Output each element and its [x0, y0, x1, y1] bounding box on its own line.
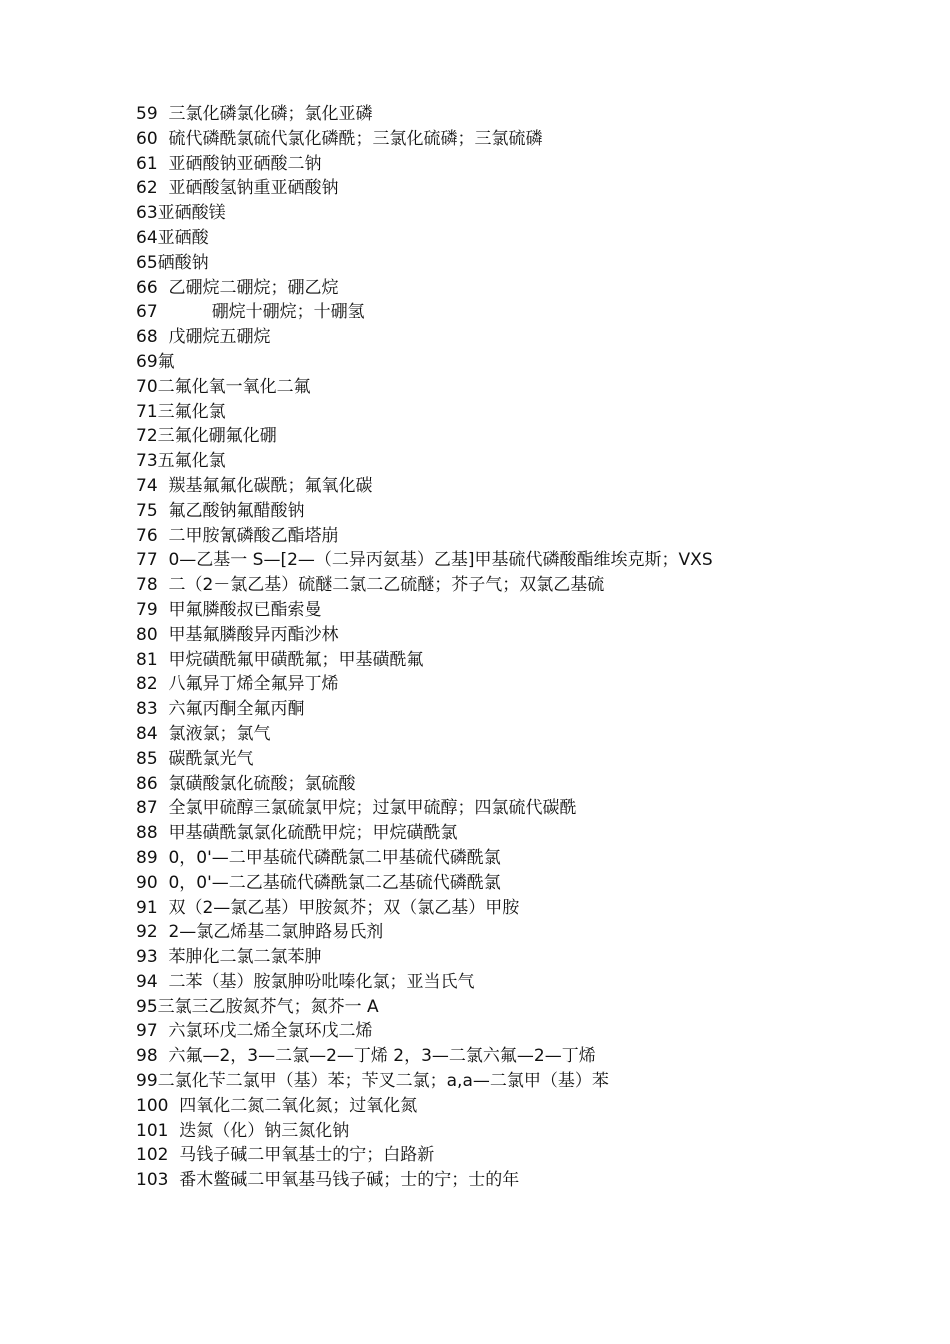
item-separator [158, 550, 169, 570]
item-number: 100 [136, 1095, 169, 1116]
list-item [136, 1069, 896, 1094]
item-text: 乙硼烷二硼烷；硼乙烷 [168, 277, 339, 298]
list-item [136, 821, 896, 846]
list-item [136, 995, 896, 1020]
list-item [136, 896, 896, 921]
item-text: 氯液氯；氯气 [168, 723, 271, 744]
list-item [136, 945, 896, 970]
item-number: 59 [136, 104, 158, 124]
item-text: 甲氟膦酸叔已酯索曼 [168, 599, 322, 620]
item-number: 73 [136, 451, 158, 472]
item-text: 甲基磺酰氯氯化硫酰甲烷；甲烷磺酰氯 [168, 823, 458, 844]
item-text: 羰基氟氟化碳酰；氟氧化碳 [168, 475, 373, 496]
list-item [136, 1019, 896, 1044]
item-separator [158, 922, 169, 942]
item-text: 全氯甲硫醇三氯硫氯甲烷；过氯甲硫醇；四氯硫代碳酰 [168, 798, 577, 819]
item-text: 迭氮（化）钠三氮化钠 [179, 1120, 350, 1141]
item-number: 97 [136, 1021, 158, 1042]
document-body [136, 102, 896, 1193]
item-text: 马钱子碱二甲氧基士的宁；白路新 [179, 1145, 435, 1166]
list-item [136, 1119, 896, 1144]
item-text: 硼烷十硼烷；十硼氢 [211, 302, 365, 323]
item-separator [158, 1021, 169, 1041]
item-text: 0，0'—二甲基硫代磷酰氯二甲基硫代磷酰氯 [168, 847, 501, 868]
item-text: 二氟化氧一氧化二氟 [157, 376, 311, 397]
item-number: 83 [136, 699, 158, 720]
item-number: 63 [136, 203, 158, 224]
list-item [136, 598, 896, 623]
item-separator [158, 302, 212, 322]
item-text: 四氧化二氮二氧化氮；过氧化氮 [179, 1095, 418, 1116]
item-text: 氯磺酸氯化硫酸；氯硫酸 [168, 773, 356, 794]
item-number: 70 [136, 376, 158, 397]
list-item [136, 1143, 896, 1168]
item-number: 61 [136, 153, 158, 174]
item-text: 亚硒酸钠亚硒酸二钠 [168, 153, 322, 174]
list-item [136, 871, 896, 896]
list-item [136, 176, 896, 201]
item-separator [158, 278, 169, 298]
list-item [136, 846, 896, 871]
list-item [136, 970, 896, 995]
list-item [136, 1168, 896, 1193]
item-text: 甲基氟膦酸异丙酯沙林 [168, 624, 339, 645]
item-separator [158, 848, 169, 868]
list-item [136, 1044, 896, 1069]
item-number: 93 [136, 947, 158, 968]
list-item [136, 747, 896, 772]
list-item [136, 251, 896, 276]
item-text: 二甲胺氰磷酸乙酯塔崩 [168, 525, 339, 546]
list-item [136, 102, 896, 127]
item-separator [158, 972, 169, 992]
item-separator [158, 650, 169, 670]
item-number: 99 [136, 1071, 158, 1092]
list-item [136, 623, 896, 648]
item-separator [158, 625, 169, 645]
item-number: 76 [136, 525, 158, 546]
item-number: 66 [136, 277, 158, 298]
item-separator [158, 600, 169, 620]
list-item [136, 672, 896, 697]
item-text: 硒酸钠 [157, 252, 209, 273]
item-number: 91 [136, 897, 158, 918]
list-item [136, 474, 896, 499]
item-separator [158, 526, 169, 546]
item-text: 六氯环戊二烯全氯环戊二烯 [168, 1021, 373, 1042]
item-number: 87 [136, 798, 158, 819]
list-item [136, 697, 896, 722]
list-item [136, 300, 896, 325]
list-item [136, 400, 896, 425]
item-number: 74 [136, 475, 158, 496]
item-number: 71 [136, 401, 158, 422]
list-item [136, 648, 896, 673]
item-text: 亚硒酸 [157, 227, 209, 248]
item-separator [158, 154, 169, 174]
item-number: 65 [136, 252, 158, 273]
list-item [136, 350, 896, 375]
item-number: 68 [136, 327, 158, 348]
item-separator [158, 129, 169, 149]
item-text: 二（2－氯乙基）硫醚二氯二乙硫醚；芥子气；双氯乙基硫 [168, 575, 605, 596]
item-separator [158, 327, 169, 347]
item-number: 77 [136, 550, 158, 571]
item-text: 亚硒酸镁 [157, 203, 226, 224]
list-item [136, 424, 896, 449]
list-item [136, 548, 896, 573]
item-text: 碳酰氯光气 [168, 748, 254, 769]
item-text: 六氟丙酮全氟丙酮 [168, 699, 305, 720]
item-number: 101 [136, 1120, 169, 1141]
item-separator [168, 1145, 179, 1165]
item-text: 三氟化氯 [157, 401, 226, 422]
item-separator [168, 1096, 179, 1116]
item-number: 64 [136, 227, 158, 248]
list-item [136, 201, 896, 226]
item-separator [158, 947, 169, 967]
item-separator [158, 501, 169, 521]
item-text: 亚硒酸氢钠重亚硒酸钠 [168, 178, 339, 199]
list-item [136, 772, 896, 797]
item-text: 氟乙酸钠氟醋酸钠 [168, 500, 305, 521]
item-number: 84 [136, 723, 158, 744]
item-number: 60 [136, 128, 158, 149]
item-number: 103 [136, 1170, 169, 1191]
list-item [136, 920, 896, 945]
item-number: 82 [136, 674, 158, 695]
list-item [136, 573, 896, 598]
item-number: 78 [136, 575, 158, 596]
item-text: 苯胂化二氯二氯苯胂 [168, 947, 322, 968]
list-item [136, 449, 896, 474]
item-text: 0—乙基一 S—[2—（二异丙氨基）乙基]甲基硫代磷酸酯维埃克斯；VXS [168, 550, 713, 571]
item-number: 102 [136, 1145, 169, 1166]
item-separator [158, 104, 169, 124]
item-text: 三氯三乙胺氮芥气；氮芥一 A [157, 996, 379, 1017]
item-text: 戊硼烷五硼烷 [168, 327, 271, 348]
list-item [136, 796, 896, 821]
item-text: 0，0'—二乙基硫代磷酰氯二乙基硫代磷酰氯 [168, 872, 501, 893]
item-number: 89 [136, 847, 158, 868]
item-text: 三氟化硼氟化硼 [157, 426, 277, 447]
list-item [136, 499, 896, 524]
item-number: 62 [136, 178, 158, 199]
item-number: 95 [136, 996, 158, 1017]
list-item [136, 127, 896, 152]
item-separator [158, 798, 169, 818]
item-text: 2—氯乙烯基二氯胂路易氏剂 [168, 922, 384, 943]
item-number: 79 [136, 599, 158, 620]
item-text: 五氟化氯 [157, 451, 226, 472]
item-separator [168, 1170, 179, 1190]
item-number: 69 [136, 351, 158, 372]
list-item [136, 226, 896, 251]
item-separator [158, 749, 169, 769]
item-separator [158, 873, 169, 893]
item-separator [158, 699, 169, 719]
item-text: 氟 [157, 351, 175, 372]
item-number: 72 [136, 426, 158, 447]
item-number: 85 [136, 748, 158, 769]
item-number: 81 [136, 649, 158, 670]
item-text: 二苯（基）胺氯胂吩吡嗪化氯；亚当氏气 [168, 971, 475, 992]
list-item [136, 276, 896, 301]
item-separator [158, 898, 169, 918]
item-number: 98 [136, 1046, 158, 1067]
item-separator [158, 774, 169, 794]
item-number: 86 [136, 773, 158, 794]
item-number: 90 [136, 872, 158, 893]
list-item [136, 375, 896, 400]
item-number: 67 [136, 302, 158, 323]
item-text: 双（2—氯乙基）甲胺氮芥；双（氯乙基）甲胺 [168, 897, 520, 918]
item-number: 92 [136, 922, 158, 943]
item-separator [168, 1121, 179, 1141]
item-text: 八氟异丁烯全氟异丁烯 [168, 674, 339, 695]
item-text: 六氟—2，3—二氯—2—丁烯 2，3—二氯六氟—2—丁烯 [168, 1046, 596, 1067]
item-text: 番木鳖碱二甲氧基马钱子碱；士的宁；士的年 [179, 1170, 520, 1191]
item-separator [158, 1046, 169, 1066]
item-separator [158, 575, 169, 595]
item-separator [158, 674, 169, 694]
list-item [136, 152, 896, 177]
list-item [136, 722, 896, 747]
item-number: 88 [136, 823, 158, 844]
item-separator [158, 476, 169, 496]
item-separator [158, 823, 169, 843]
item-text: 甲烷磺酰氟甲磺酰氟；甲基磺酰氟 [168, 649, 424, 670]
list-item [136, 325, 896, 350]
item-separator [158, 724, 169, 744]
item-number: 80 [136, 624, 158, 645]
item-text: 二氯化苄二氯甲（基）苯；苄叉二氯；a,a—二氯甲（基）苯 [157, 1071, 609, 1092]
item-number: 75 [136, 500, 158, 521]
item-number: 94 [136, 971, 158, 992]
list-item [136, 524, 896, 549]
item-text: 硫代磷酰氯硫代氯化磷酰；三氯化硫磷；三氯硫磷 [168, 128, 543, 149]
list-item [136, 1094, 896, 1119]
item-separator [158, 178, 169, 198]
item-text: 三氯化磷氯化磷；氯化亚磷 [168, 104, 373, 124]
